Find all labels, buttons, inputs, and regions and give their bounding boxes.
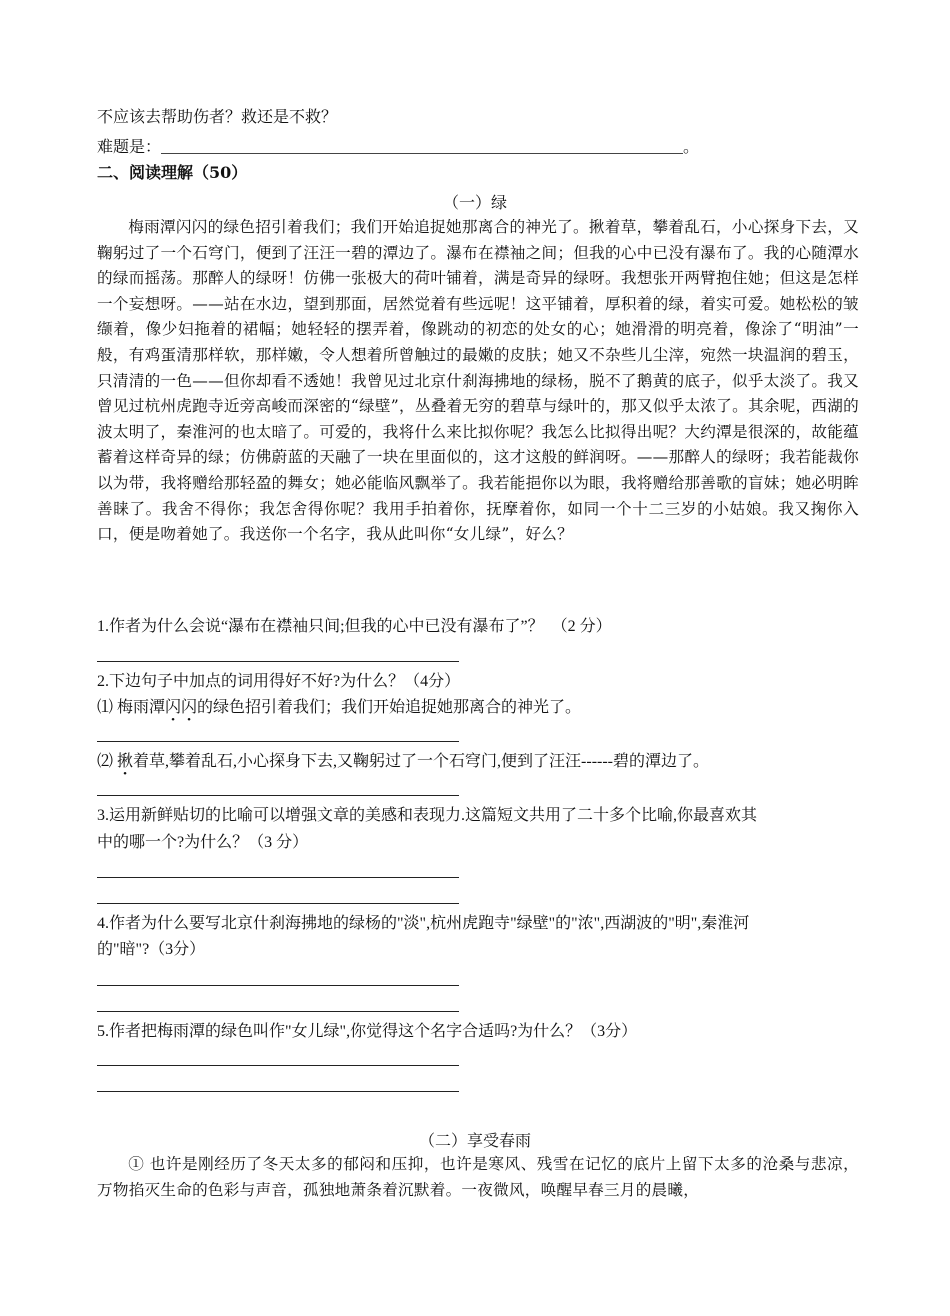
dotted-char: 闪: [165, 699, 182, 716]
question-2: 2.下边句子中加点的词用得好不好?为什么？（4分）: [97, 673, 461, 690]
question-1: 1.作者为什么会说“瀑布在襟袖只间;但我的心中已没有瀑布了”？ （2 分）: [97, 618, 612, 635]
difficulty-end: 。: [683, 137, 700, 156]
question-3-line-1: 3.运用新鲜贴切的比喻可以增强文章的美感和表现力.这篇短文共用了二十多个比喻,你最喜欢其: [97, 807, 758, 824]
sentence-prefix: ⑴ 梅雨潭: [97, 699, 166, 716]
answer-line[interactable]: [97, 877, 459, 878]
answer-line[interactable]: [97, 795, 459, 796]
answer-line[interactable]: [97, 1011, 459, 1012]
difficulty-answer-blank[interactable]: [161, 139, 683, 154]
difficulty-line: [97, 136, 699, 158]
passage2-title: （二）享受春雨: [418, 1131, 531, 1150]
question-5: 5.作者把梅雨潭的绿色叫作"女儿绿",你觉得这个名字合适吗?为什么？（3分）: [97, 1023, 638, 1040]
question-2-sentence-1: [97, 697, 581, 719]
answer-line[interactable]: [97, 741, 459, 742]
dotted-char: 闪: [181, 699, 198, 716]
question-4-line-2: 的"暗"?（3分）: [97, 941, 206, 958]
passage1-title: （一）绿: [442, 193, 507, 212]
passage1-text: 梅雨潭闪闪的绿色招引着我们；我们开始追捉她那离合的神光了。揪着草，攀着乱石，小心探身下去，又鞠躬过了一个石穹门，便到了汪汪一碧的潭边了。瀑布在襟袖之间；但我的心中已没有瀑布了。我的心随潭水的绿而摇荡。那醉人的绿呀！仿佛一张极大的荷叶铺着，满是奇异的绿呀。我想张开两臂抱住她；但这是怎样一个妄想呀。——站在水边，望到那面，居然觉着有些远呢！这平铺着，厚积着的绿，着实可爱。她松松的皱缬着，像少妇拖着的裙幅；她轻轻的摆弄着，像跳动的初恋的处女的心；她滑滑的明亮着，像涂了“明油”一般，有鸡蛋清那样软，那样嫩，令人想着所曾触过的最嫩的皮肤；她又不杂些儿尘滓，宛然一块温润的碧玉，只清清的一色——但你却看不透她！我曾见过北京什刹海拂地的绿杨，脱不了鹅黄的底子，似乎太淡了。我又曾见过杭州虎跑寺近旁高峻而深密的“绿壁”，丛叠着无穷的碧草与绿叶的，那又似乎太浓了。其余呢，西湖的波太明了，秦淮河的也太暗了。可爱的，我将什么来比拟你呢？我怎么比拟得出呢？大约潭是很深的，故能蕴蓄着这样奇异的绿；仿佛蔚蓝的天融了一块在里面似的，这才这般的鲜润呀。——那醉人的绿呀；我若能裁你以为带，我将赠给那轻盈的舞女；她必能临风飘举了。我若能挹你以为眼，我将赠给那善歌的盲妹；她必明眸善睐了。我舍不得你；我怎舍得你呢？我用手拍着你，抚摩着你，如同一个十二三岁的小姑娘。我又掬你入口，便是吻着她了。我送你一个名字，我从此叫你“女儿绿”，好么？: [97, 218, 859, 544]
question-tail-line: 不应该去帮助伤者？救还是不救？: [97, 107, 338, 126]
passage1-body: [97, 215, 859, 548]
question-2-sentence-2: [97, 751, 709, 773]
answer-line[interactable]: [97, 661, 459, 662]
question-4-line-1: 4.作者为什么要写北京什刹海拂地的绿杨的"淡",杭州虎跑寺"绿壁"的"浓",西湖波的"明",秦淮河: [97, 915, 750, 932]
sentence-prefix: ⑵: [97, 753, 118, 770]
answer-line[interactable]: [97, 1091, 459, 1092]
answer-line[interactable]: [97, 903, 459, 904]
passage2-text: ① 也许是刚经历了冬天太多的郁闷和压抑，也许是寒风、残雪在记忆的底片上留下太多的沧桑与悲凉，万物掐灭生命的色彩与声音，孤独地萧条着沉默着。一夜微风，唤醒早春三月的晨曦，: [97, 1155, 859, 1199]
section-heading: 二、阅读理解（50）: [97, 163, 248, 182]
sentence-suffix: 的绿色招引着我们；我们开始追捉她那离合的神光了。: [197, 699, 582, 716]
difficulty-label: 难题是：: [97, 137, 162, 156]
question-3-line-2: 中的哪一个?为什么？（3 分）: [97, 834, 309, 851]
answer-line[interactable]: [97, 1065, 459, 1066]
dotted-char: 揪: [117, 753, 134, 770]
sentence-suffix: 着草,攀着乱石,小心探身下去,又鞠躬过了一个石穹门,便到了汪汪------碧的潭边了。: [133, 753, 710, 770]
answer-line[interactable]: [97, 985, 459, 986]
passage2-body: [97, 1152, 859, 1203]
